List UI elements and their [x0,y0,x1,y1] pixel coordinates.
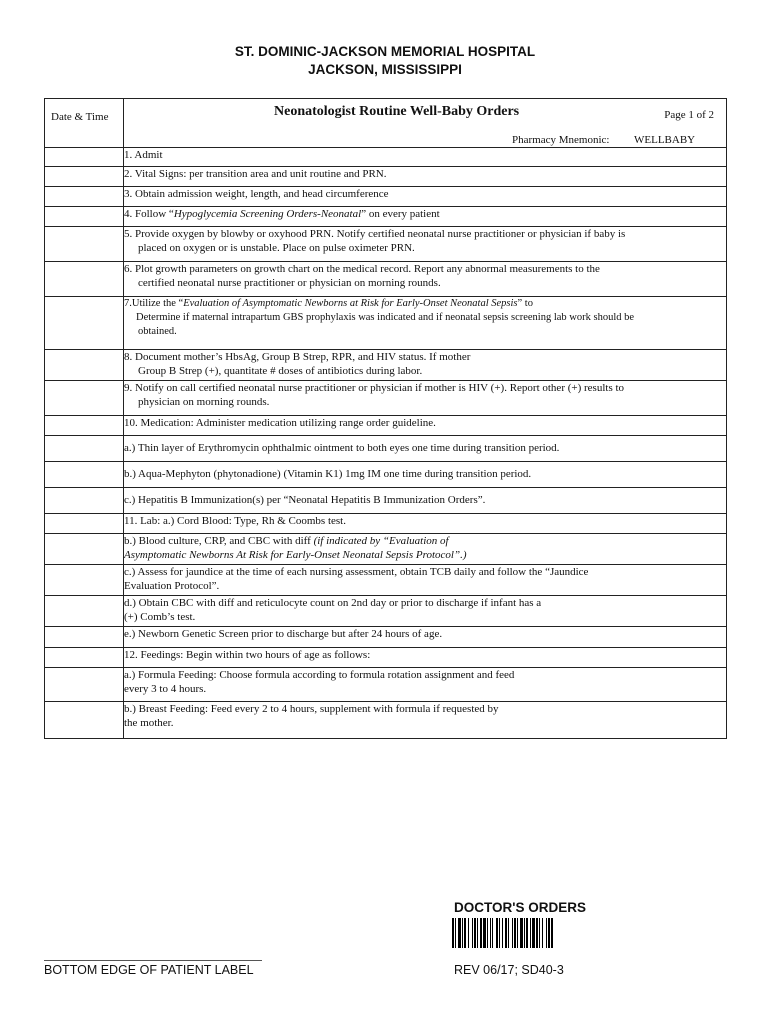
order-11c-line-1: c.) Assess for jaundice at the time of each nursing assessment, obtain TCB daily and follow the “Jaundice [124,566,589,578]
date-time-cell[interactable] [45,668,124,702]
order-11d-line-1: d.) Obtain CBC with diff and reticulocyte count on 2nd day or prior to discharge if infant has a [124,597,542,609]
order-11: 11. Lab: a.) Cord Blood: Type, Rh & Coombs test. [124,514,727,534]
pharmacy-mnemonic-value: WELLBABY [634,134,696,146]
order-10b: b.) Aqua-Mephyton (phytonadione) (Vitamin K1) 1mg IM one time during transition period. [124,462,727,488]
order-1: 1. Admit [124,148,727,167]
order-11d-line-2: (+) Comb’s test. [124,611,196,623]
order-7-line-2: Determine if maternal intrapartum GBS prophylaxis was indicated and if neonatal sepsis screening lab work should be [136,312,635,323]
order-4 [124,207,727,227]
order-8 [124,350,727,381]
order-6-line-2: certified neonatal nurse practitioner or physician on morning rounds. [138,277,441,289]
order-row [45,488,727,514]
date-time-cell[interactable] [45,534,124,565]
order-row [45,167,727,187]
order-row [45,514,727,534]
order-row [45,668,727,702]
date-time-cell[interactable] [45,148,124,167]
date-time-cell[interactable] [45,627,124,648]
order-4-text-a: 4. Follow “ [124,208,174,220]
date-time-cell[interactable] [45,187,124,207]
order-10c: c.) Hepatitis B Immunization(s) per “Neonatal Hepatitis B Immunization Orders”. [124,488,727,514]
date-time-cell[interactable] [45,262,124,297]
date-time-label: Date & Time [51,111,109,123]
order-7-text-a: 7.Utilize the “ [124,298,184,309]
order-7 [124,297,727,350]
date-time-cell[interactable] [45,648,124,668]
barcode-bar [551,918,553,948]
order-12b-line-2: the mother. [124,717,174,729]
pharmacy-mnemonic-label: Pharmacy Mnemonic: [512,134,610,146]
orders-table [44,98,727,739]
date-time-cell[interactable] [45,436,124,462]
order-12b-line-1: b.) Breast Feeding: Feed every 2 to 4 hours, supplement with formula if requested by [124,703,499,715]
hospital-name: ST. DOMINIC-JACKSON MEMORIAL HOSPITAL [234,44,536,59]
order-row [45,148,727,167]
revision-code: REV 06/17; SD40-3 [454,963,564,977]
form-title: Neonatologist Routine Well-Baby Orders [274,104,520,119]
doctors-orders-label: DOCTOR'S ORDERS [454,900,586,915]
date-time-cell[interactable] [45,488,124,514]
date-time-cell[interactable] [45,297,124,350]
order-row [45,436,727,462]
date-time-cell[interactable] [45,167,124,187]
patient-label-text: BOTTOM EDGE OF PATIENT LABEL [44,963,254,977]
order-row [45,297,727,350]
order-9 [124,381,727,416]
header-row [45,99,727,148]
date-time-cell[interactable] [45,207,124,227]
order-11e: e.) Newborn Genetic Screen prior to discharge but after 24 hours of age. [124,627,727,648]
date-time-cell[interactable] [45,514,124,534]
date-time-cell[interactable] [45,462,124,488]
order-11b-condition: (if indicated by “Evaluation of [313,535,449,547]
date-time-header [45,99,124,148]
date-time-cell[interactable] [45,702,124,739]
date-time-cell[interactable] [45,565,124,596]
order-12a-line-2: every 3 to 4 hours. [124,683,207,695]
barcode [452,918,628,948]
form-header-cell [124,99,727,148]
order-row [45,416,727,436]
order-9-line-1: 9. Notify on call certified neonatal nurse practitioner or physician if mother is HIV (+). Report other (+) results to [124,382,625,394]
order-5-line-1: 5. Provide oxygen by blowby or oxyhood PRN. Notify certified neonatal nurse practitioner or physician if baby is [124,228,626,240]
order-row [45,648,727,668]
order-2: 2. Vital Signs: per transition area and unit routine and PRN. [124,167,727,187]
date-time-cell[interactable] [45,227,124,262]
order-10a: a.) Thin layer of Erythromycin ophthalmic ointment to both eyes one time during transition period. [124,436,727,462]
order-10: 10. Medication: Administer medication utilizing range order guideline. [124,416,727,436]
patient-label-line [44,960,262,961]
order-row [45,596,727,627]
order-row [45,207,727,227]
order-11c [124,565,727,596]
order-6 [124,262,727,297]
order-11c-line-2: Evaluation Protocol”. [124,580,220,592]
order-8-line-2: Group B Strep (+), quantitate # doses of antibiotics during labor. [138,365,423,377]
order-12a-line-1: a.) Formula Feeding: Choose formula according to formula rotation assignment and feed [124,669,515,681]
order-row [45,187,727,207]
order-4-text-c: ” on every patient [361,208,440,220]
order-6-line-1: 6. Plot growth parameters on growth chart on the medical record. Report any abnormal measurements to the [124,263,600,275]
order-row [45,565,727,596]
order-row [45,262,727,297]
order-12b [124,702,727,739]
order-5-line-2: placed on oxygen or is unstable. Place on pulse oximeter PRN. [138,242,415,254]
order-row [45,534,727,565]
date-time-cell[interactable] [45,596,124,627]
order-11b-condition-line-2: Asymptomatic Newborns At Risk for Early-Onset Neonatal Sepsis Protocol”.) [124,549,467,561]
order-11b-text: b.) Blood culture, CRP, and CBC with diff [124,535,314,547]
order-row [45,227,727,262]
order-9-line-2: physician on morning rounds. [138,396,270,408]
order-12a [124,668,727,702]
order-12: 12. Feedings: Begin within two hours of age as follows: [124,648,727,668]
order-row [45,462,727,488]
date-time-cell[interactable] [45,416,124,436]
page-number: Page 1 of 2 [664,109,714,121]
date-time-cell[interactable] [45,381,124,416]
order-7-text-c: ” to [517,298,533,309]
order-row [45,702,727,739]
date-time-cell[interactable] [45,350,124,381]
order-11d [124,596,727,627]
order-row [45,627,727,648]
order-row [45,381,727,416]
order-7-line-3: obtained. [138,326,177,337]
order-11b [124,534,727,565]
order-5 [124,227,727,262]
order-row [45,350,727,381]
order-4-protocol: Hypoglycemia Screening Orders-Neonatal [173,208,362,220]
hospital-city: JACKSON, MISSISSIPPI [308,62,462,77]
order-7-protocol: Evaluation of Asymptomatic Newborns at Risk for Early-Onset Neonatal Sepsis [183,298,518,309]
order-3: 3. Obtain admission weight, length, and head circumference [124,187,727,207]
order-8-line-1: 8. Document mother’s HbsAg, Group B Strep, RPR, and HIV status. If mother [124,351,471,363]
